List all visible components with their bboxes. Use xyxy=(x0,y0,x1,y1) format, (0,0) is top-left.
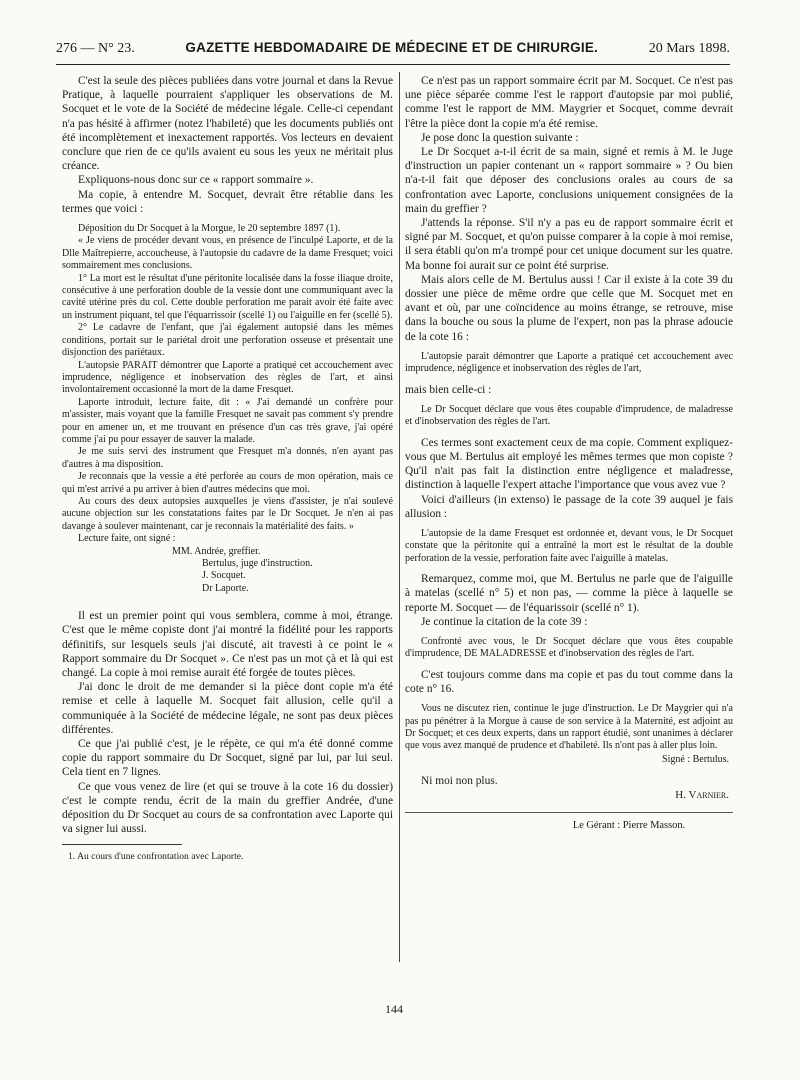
header-rule xyxy=(56,64,730,65)
paragraph: Ce que j'ai publié c'est, je le répète, ce qui m'a été donné comme copie du rapport sommaire du Dr Socquet, signé par lui, par lui seul. Cela tient en 7 lignes. xyxy=(62,738,393,779)
gerant-line: Le Gérant : Pierre Masson. xyxy=(572,820,686,832)
paragraph: Ces termes sont exactement ceux de ma copie. Comment expliquez-vous que M. Bertulus ait employé les mêmes termes que mon copiste ? Qu'il n'ait pas fait la distinction entre négligence et maladresse, distinction à laquelle l'expert attache l'importance que vous avez vue ? xyxy=(405,436,733,492)
quote-paragraph: Laporte introduit, lecture faite, dit : « J'ai demandé un confrère pour m'assister, mais voyant que la famille Fresquet ne savait pas comment s'y prendre pour en amener un, et me trouvant en présence d'un cas très grave, j'ai opéré comme j'ai pu pour essayer de sauver la malade. xyxy=(62,396,393,445)
quote-paragraph: Vous ne discutez rien, continue le juge d'instruction. Le Dr Maygrier qui n'a pas pu pénétrer à la Morgue à cause de son service à la Maternité, est adjoint au Dr Socquet; et ces deux experts, dans un rapport étudié, sont unanimes à déclarer que vous avez manqué de prudence et d'habileté. Ils n'ont pas à aller plus loin. xyxy=(405,703,733,752)
quote-paragraph: « Je viens de procéder devant vous, en présence de l'inculpé Laporte, et de la Dlle Maîtrepierre, accoucheuse, à l'autopsie du cadavre de la dame Fresquet; voici sommairement mes conclusions. xyxy=(62,235,393,272)
quote-paragraph: 1° La mort est le résultat d'une péritonite localisée dans la fosse iliaque droite, consécutive à une perforation double de la vessie dont une communiquant avec la cavité utérine près du col. Cette double perforation me parait avoir été faite avec un instrument piquant, tel que l'équarrissoir (scellé 1) ou l'aiguille en fer (scellé 5). xyxy=(62,272,393,321)
paragraph: Voici d'ailleurs (in extenso) le passage de la cote 39 auquel je fais allusion : xyxy=(405,493,733,520)
paragraph: Le Dr Socquet a-t-il écrit de sa main, signé et remis à M. le Juge d'instruction un papier contenant un « rapport sommaire » ? Ou bien n'a-t-il fait que déposer des conclusions orales au cours de sa confrontation avec Laporte, conclusions uniquement consignées de la main du greffier ? xyxy=(405,146,733,215)
paragraph: Il est un premier point qui vous semblera, comme à moi, étrange. C'est que le même copiste dont j'ai montré la fidélité pour les rapports définitifs, sur lesquels seuls j'ai discuté, ait travesti à ce point le « Rapport sommaire du Dr Socquet ». Ce n'est pas un mot çà et là qui est changé. La copie à moi remise aurait été forgée de toutes pièces. xyxy=(62,610,393,680)
signature-line: MM. Andrée, greffier. xyxy=(172,545,261,557)
signature-line: Bertulus, juge d'instruction. xyxy=(202,558,313,569)
paragraph: mais bien celle-ci : xyxy=(405,383,492,396)
header-page-info: 276 — N° 23. xyxy=(56,41,135,56)
paragraph: J'attends la réponse. S'il n'y a pas eu de rapport sommaire écrit et signé par M. Socquet, et qu'on puisse comparer à la copie à moi remise, il sera établi qu'on m'a trompé pour cet unique document sur les quatre. Ma bonne foi aurait sur ce point été surprise. xyxy=(405,217,733,272)
quote-paragraph: L'autopsie PARAIT démontrer que Laporte a pratiqué cet accouchement avec imprudence, négligence et inobservation des règles de l'art, et ainsi involontairement occasionné la mort de la dame Fresquet. xyxy=(62,359,393,396)
right-column xyxy=(405,74,733,834)
paragraph: Ce n'est pas un rapport sommaire écrit par M. Socquet. Ce n'est pas une pièce séparée comme l'est le rapport d'autopsie par moi publié, comme l'est le rapport de MM. Maygrier et Socquet, comme devrait l'être la pièce dont la copie m'a été remise. xyxy=(405,75,733,130)
paragraph: C'est toujours comme dans ma copie et pas du tout comme dans la cote n° 16. xyxy=(405,668,733,695)
quote-paragraph: Le Dr Socquet déclare que vous êtes coupable d'imprudence, de maladresse et d'inobservation des règles de l'art. xyxy=(405,403,733,428)
quote-paragraph: Confronté avec vous, le Dr Socquet déclare que vous êtes coupable d'imprudence, DE MALADRESSE et d'inobservation des règles de l'art. xyxy=(405,635,733,660)
quote-paragraph: Je reconnais que la vessie a été perforée au cours de mon opération, mais ce qui m'est arrivé a pu arriver à bien d'autres médecins que moi. xyxy=(62,471,393,495)
column-divider xyxy=(399,72,400,962)
signature-line: Dr Laporte. xyxy=(202,582,249,594)
quote-paragraph: 2° Le cadavre de l'enfant, que j'ai également autopsié dans les mêmes conditions, portait sur le pariétal droit une perforation osseuse et présentait une disjonction des pariétaux. xyxy=(62,322,393,359)
footnote-rule xyxy=(62,844,182,845)
deposition-heading: Déposition du Dr Socquet à la Morgue, le 20 septembre 1897 (1). xyxy=(78,223,341,235)
closing-rule xyxy=(405,812,733,813)
signed-line: Signé : Bertulus. xyxy=(662,753,729,765)
paragraph: Expliquons-nous donc sur ce « rapport sommaire ». xyxy=(78,174,314,187)
paragraph: Ce que vous venez de lire (et qui se trouve à la cote 16 du dossier) c'est le compte rendu, écrit de la main du greffier Andrée, d'une déposition du Dr Socquet au cours de sa confrontation avec Laporte qui va signer lui aussi. xyxy=(62,780,393,836)
footnote: 1. Au cours d'une confrontation avec Laporte. xyxy=(68,851,244,863)
paragraph: Je pose donc la question suivante : xyxy=(421,131,579,144)
paragraph: J'ai donc le droit de me demander si la pièce dont copie m'a été remise et celle à laquelle M. Socquet fait allusion, celle qu'il a communiquée à la Société de médecine légale, ne sont pas deux pièces différentes. xyxy=(62,681,393,736)
author-signature: H. Varnier. xyxy=(675,789,729,802)
signatures xyxy=(62,546,393,596)
header-date: 20 Mars 1898. xyxy=(648,41,730,56)
quote-paragraph: Lecture faite, ont signé : xyxy=(78,533,176,545)
paragraph: C'est la seule des pièces publiées dans votre journal et dans la Revue Pratique, à laquelle pourraient s'appliquer les observations de M. Socquet et le vote de la Société de médecine légale. Celle-ci cependant n'a pas hésité à affirmer (notez l'habileté) que les documents publiés ont été incomplètement et inexactement rapportés. Vos lecteurs en devaient conclure que rien de ce qu'ils avaient eu sous les yeux ne méritait plus créance. xyxy=(62,75,393,173)
paragraph: Ma copie, à entendre M. Socquet, devrait être rétablie dans les termes que voici : xyxy=(62,188,393,215)
paragraph: Mais alors celle de M. Bertulus aussi ! Car il existe à la cote 39 du dossier une pièce de même ordre que celle que M. Socquet met en avant et où, par une coïncidence au moins étrange, se retrouve, mise dans la bouche ou sous la plume de l'expert, non pas la phrase adoucie de la cote 16 : xyxy=(405,273,733,343)
running-header xyxy=(56,40,730,60)
signature-line: J. Socquet. xyxy=(202,570,246,582)
paragraph: Remarquez, comme moi, que M. Bertulus ne parle que de l'aiguille à matelas (scellé n° 5) et non pas, — comme la pièce à laquelle se reporte M. Socquet — de l'équarissoir (scellé n° 1). xyxy=(405,573,733,614)
quote-paragraph: Je me suis servi des instrument que Fresquet m'a donnés, n'en ayant pas d'autres à ma disposition. xyxy=(62,446,393,470)
paragraph: Ni moi non plus. xyxy=(421,774,498,787)
quote-paragraph: L'autopsie parait démontrer que Laporte a pratiqué cet accouchement avec imprudence, négligence et inobservation des règles de l'art, xyxy=(405,350,733,375)
quote-paragraph: Au cours des deux autopsies auxquelles je viens d'assister, je n'ai soulevé aucune objection sur les constatations faites par le Dr Socquet. Je n'en ai pas davange à soulever maintenant, car je reconnais la matérialité des faits. » xyxy=(62,495,393,532)
page-number: 144 xyxy=(385,1002,403,1016)
journal-title: GAZETTE HEBDOMADAIRE DE MÉDECINE ET DE CHIRURGIE. xyxy=(185,40,598,55)
paragraph: Je continue la citation de la cote 39 : xyxy=(421,615,588,628)
quote-paragraph: L'autopsie de la dame Fresquet est ordonnée et, devant vous, le Dr Socquet constate que la péritonite qui a entraîné la mort est le résultat de la double perforation de la vessie, perforation faite avec l'aiguille à matelas. xyxy=(405,527,733,564)
left-column xyxy=(62,74,393,863)
